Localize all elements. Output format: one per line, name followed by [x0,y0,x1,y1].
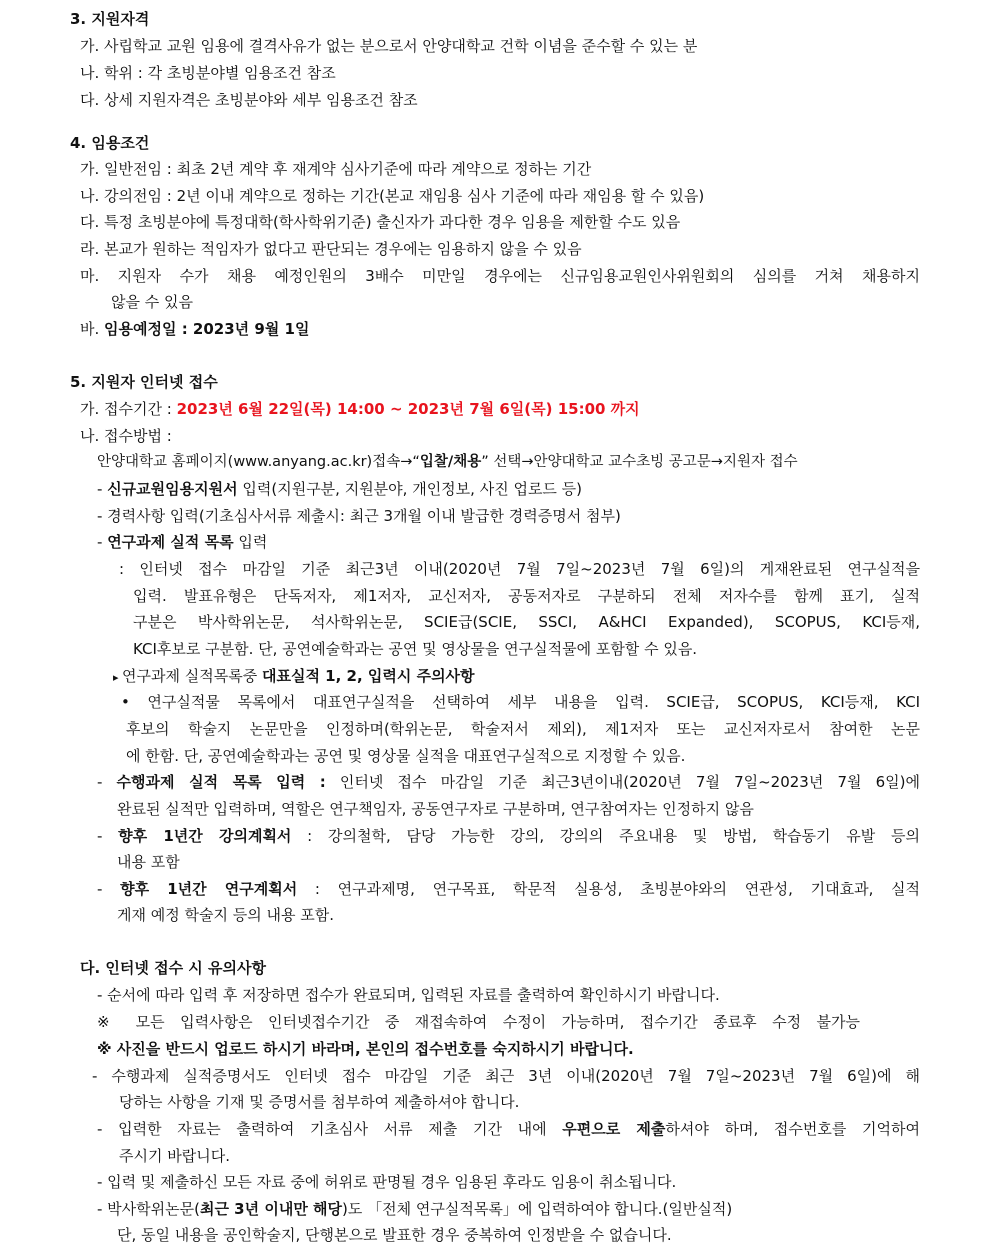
s5-item-a-prefix: 가. 접수기간 : [80,400,177,418]
note-2: ※ 모든 입력사항은 인터넷접수기간 중 재접속하여 수정이 가능하며, 접수기간 종료후 수정 불가능 [97,1013,860,1031]
research-detail-line2: 입력. 발표유형은 단독저자, 제1저자, 교신저자, 공동저자로 구분하되 전체 저자수를 함께 표기, 실적 [133,587,920,605]
list-item-applicant-form [97,479,582,499]
s3-item-c: 다. 상세 지원자격은 초빙분야와 세부 임용조건 참조 [80,91,418,109]
note-3: ※ 사진을 반드시 업로드 하시기 바라며, 본인의 접수번호를 숙지하시기 바랍니다. [97,1040,634,1058]
research-plan-line2: 게재 예정 학술지 등의 내용 포함. [117,906,334,924]
research-detail-line1: : 인터넷 접수 마감일 기준 최근3년 이내(2020년 7월 7일~2023년 7월 6일)의 게재완료된 연구실적을 [119,560,920,578]
applicant-form-label: 신규교원임용지원서 [107,480,238,498]
lecture-plan-line2: 내용 포함 [117,853,180,871]
note-7-part-c: )도 「전체 연구실적목록」에 입력하여야 합니다.(일반실적) [342,1200,733,1218]
list-item-research-list [97,532,267,552]
path-part-1: 안양대학교 홈페이지(www.anyang.ac.kr)접속→“ [97,454,420,470]
dash: - [97,773,117,791]
rep-detail-line3: 에 한함. 단, 공연예술학과는 공연 및 영상물 실적을 대표연구실적으로 지정할 수 있음. [126,747,686,765]
note-5-line2: 주시기 바랍니다. [119,1147,230,1165]
note-5-line1 [97,1119,920,1139]
s5-item-a [80,399,640,419]
note-6: - 입력 및 제출하신 모든 자료 중에 허위로 판명될 경우 임용된 후라도 임용이 취소됩니다. [97,1173,677,1191]
s4-item-e-line2: 않을 수 있음 [111,293,193,311]
research-plan-label: 향후 1년간 연구계획서 [120,880,298,898]
section-3-title: 3. 지원자격 [70,10,150,28]
project-list-line2: 완료된 실적만 입력하며, 역할은 연구책임자, 공동연구자로 구분하며, 연구참여자는 인정하지 않음 [117,800,754,818]
applicant-form-desc: 입력(지원구분, 지원분야, 개인정보, 사진 업로드 등) [237,480,583,498]
rep-detail-line1: • 연구실적물 목록에서 대표연구실적을 선택하여 세부 내용을 입력. SCIE급, SCOPUS, KCI등재, KCI [121,693,920,711]
dash: - [97,533,108,551]
list-item-project-list [97,772,920,792]
list-item-research-plan [97,879,920,899]
lecture-plan-label: 향후 1년간 강의계획서 [118,827,292,845]
note-7-line1 [97,1199,732,1219]
path-bold: 입찰/채용 [419,454,482,470]
s4-item-b: 나. 강의전임 : 2년 이내 계약으로 정하는 기간(본교 재임용 심사 기준에 따라 재임용 할 수 있음) [80,187,705,205]
application-path [97,452,798,472]
s4-item-f-prefix: 바. [80,320,105,338]
note-4-line1: - 수행과제 실적증명서도 인터넷 접수 마감일 기준 최근 3년 이내(2020년 7월 7일~2023년 7월 6일)에 해 [92,1067,920,1085]
research-list-label: 연구과제 실적 목록 [107,533,234,551]
s3-item-b: 나. 학위 : 각 초빙분야별 임용조건 참조 [80,64,336,82]
s4-item-f [80,319,309,339]
lecture-plan-desc: : 강의철학, 담당 가능한 강의, 강의의 주요내용 및 방법, 학습동기 유발 등의 [291,827,920,845]
path-part-2: ” 선택→안양대학교 교수초빙 공고문→지원자 접수 [481,454,798,470]
start-date: 임용예정일 : 2023년 9월 1일 [104,320,310,338]
project-list-label: 수행과제 실적 목록 입력 : [116,773,326,791]
note-5-part-c: 하셔야 하며, 접수번호를 기억하여 [665,1120,920,1138]
representative-notes-header [113,666,475,686]
section-4-title: 4. 임용조건 [70,134,150,152]
application-period: 2023년 6월 22일(목) 14:00 ~ 2023년 7월 6일(목) 15:00 까지 [176,400,640,418]
section-5-title: 5. 지원자 인터넷 접수 [70,373,218,391]
note-7-bold: 최근 3년 이내만 해당 [199,1200,343,1218]
s4-item-d: 라. 본교가 원하는 적임자가 없다고 판단되는 경우에는 임용하지 않을 수 있음 [80,240,582,258]
note-7-part-a: - 박사학위논문( [97,1200,200,1218]
research-detail-line3: 구분은 박사학위논문, 석사학위논문, SCIE급(SCIE, SSCI, A&HCI Expanded), SCOPUS, KCI등재, [133,613,920,631]
note-7-line2: 단, 동일 내용을 공인학술지, 단행본으로 발표한 경우 중복하여 인정받을 수 없습니다. [117,1226,672,1244]
triangle-marker-icon: ▸ [113,671,123,684]
rep-text: 연구과제 실적목록중 [122,667,262,685]
s5-item-b: 나. 접수방법 : [80,427,172,445]
s3-item-a: 가. 사립학교 교원 임용에 결격사유가 없는 분으로서 안양대학교 건학 이념을 준수할 수 있는 분 [80,37,698,55]
list-item-career: - 경력사항 입력(기초심사서류 제출시: 최근 3개월 이내 발급한 경력증명서 첨부) [97,507,621,525]
note-4-line2: 당하는 사항을 기재 및 증명서를 첨부하여 제출하셔야 합니다. [119,1093,520,1111]
project-list-desc: 인터넷 접수 마감일 기준 최근3년이내(2020년 7월 7일~2023년 7월 6일)에 [325,773,920,791]
s4-item-e-line1: 마. 지원자 수가 채용 예정인원의 3배수 미만일 경우에는 신규임용교원인사위원회의 심의를 거쳐 채용하지 [80,267,920,285]
note-5-part-a: - 입력한 자료는 출력하여 기초심사 서류 제출 기간 내에 [97,1120,563,1138]
dash: - [97,880,121,898]
note-1: - 순서에 따라 입력 후 저장하면 접수가 완료되며, 입력된 자료를 출력하여 확인하시기 바랍니다. [97,986,720,1004]
rep-bold: 대표실적 1, 2, 입력시 주의사항 [261,667,475,685]
rep-detail-line2: 후보의 학술지 논문만을 인정하며(학위논문, 학술저서 제외), 제1저자 또는 교신저자로서 참여한 논문 [126,720,920,738]
dash: - [97,480,108,498]
note-5-bold: 우편으로 제출 [562,1120,666,1138]
notes-title: 다. 인터넷 접수 시 유의사항 [80,959,266,977]
dash: - [97,827,119,845]
research-list-desc: 입력 [233,533,268,551]
list-item-lecture-plan [97,826,920,846]
s4-item-c: 다. 특정 초빙분야에 특정대학(학사학위기준) 출신자가 과다한 경우 임용을 제한할 수도 있음 [80,213,681,231]
research-detail-line4: KCI후보로 구분함. 단, 공연예술학과는 공연 및 영상물을 연구실적물에 포함할 수 있음. [133,640,698,658]
research-plan-desc: : 연구과제명, 연구목표, 학문적 실용성, 초빙분야와의 연관성, 기대효과, 실적 [297,880,920,898]
s4-item-a: 가. 일반전임 : 최초 2년 계약 후 재계약 심사기준에 따라 계약으로 정하는 기간 [80,160,592,178]
